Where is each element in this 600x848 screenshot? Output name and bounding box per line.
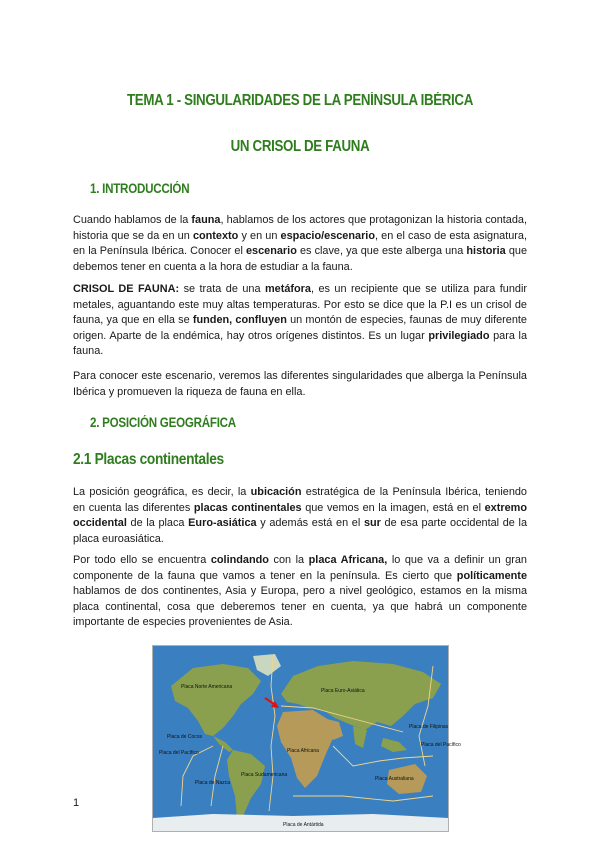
label-sudamericana: Placa Sudamericana [241, 772, 288, 778]
label-antartida: Placa de Antártida [283, 822, 324, 828]
paragraph-crisol: CRISOL DE FAUNA: se trata de una metáfora, es un recipiente que se utiliza para fundir metales, aguantando este muy altas temperaturas. Por esto se dice que la P.I es un crisol de fauna, ya que en ella se funden, confluyen un montón de especies, faunas de muy diferente origen. Aparte de la endémica, hay otros orígenes distintos. Es un lugar privilegiado para la fauna. [73, 283, 528, 357]
label-australiana: Placa Australiana [375, 776, 414, 782]
label-cocos: Placa de Cocos [167, 734, 203, 740]
label-euroasiatica: Placa Euro-Asiática [321, 688, 365, 694]
paragraph-placa-africana: Por todo ello se encuentra colindando con la placa Africana, lo que va a definir un gran componente de la fauna que vamos a tener en la península. Es cierto que políticamente hablamos de dos continentes, Asia y Europa, pero a nivel geológico, estamos en la misma placa continental, cosa que deberemos tener en cuenta, ya que habrá un componente importante de especies provenientes de Asia. [73, 554, 527, 628]
tectonic-plates-map [152, 645, 461, 832]
label-norteamericana: Placa Norte Americana [181, 684, 233, 690]
page-title: TEMA 1 - SINGULARIDADES DE LA PENÍNSULA IBÉRICA [127, 92, 473, 109]
label-pacifico-w: Placa del Pacífico [159, 750, 199, 756]
label-africana: Placa Africana [287, 748, 319, 754]
subsection-heading-placas: 2.1 Placas continentales [73, 451, 224, 468]
paragraph-escenario: Para conocer este escenario, veremos las diferentes singularidades que alberga la Península Ibérica y promueven la riqueza de fauna en ella. [73, 370, 527, 398]
section-heading-posicion: 2. POSICIÓN GEOGRÁFICA [90, 415, 236, 430]
label-pacifico-e: Placa del Pacífico [421, 742, 461, 748]
label-filipinas: Placa de Filipinas [409, 724, 449, 730]
paragraph-intro: Cuando hablamos de la fauna, hablamos de los actores que protagonizan la historia contada, historia que se da en un contexto y en un espacio/escenario, en el caso de esta asignatura, en la Península Ibérica. Conocer el escenario es clave, ya que este alberga una historia que debemos tener en cuenta a la hora de estudiar a la fauna. [73, 214, 528, 273]
paragraph-ubicacion: La posición geográfica, es decir, la ubicación estratégica de la Península Ibérica, teniendo en cuenta las diferentes placas continentales que vemos en la imagen, está en el extremo occidental de la placa Euro-asiática y además está en el sur de esa parte occidental de la placa euroasiática. [73, 486, 528, 545]
page-subtitle: UN CRISOL DE FAUNA [230, 138, 370, 155]
label-nazca: Placa de Nazca [195, 780, 231, 786]
page-number: 1 [73, 797, 80, 809]
section-heading-introduccion: 1. INTRODUCCIÓN [90, 181, 190, 196]
